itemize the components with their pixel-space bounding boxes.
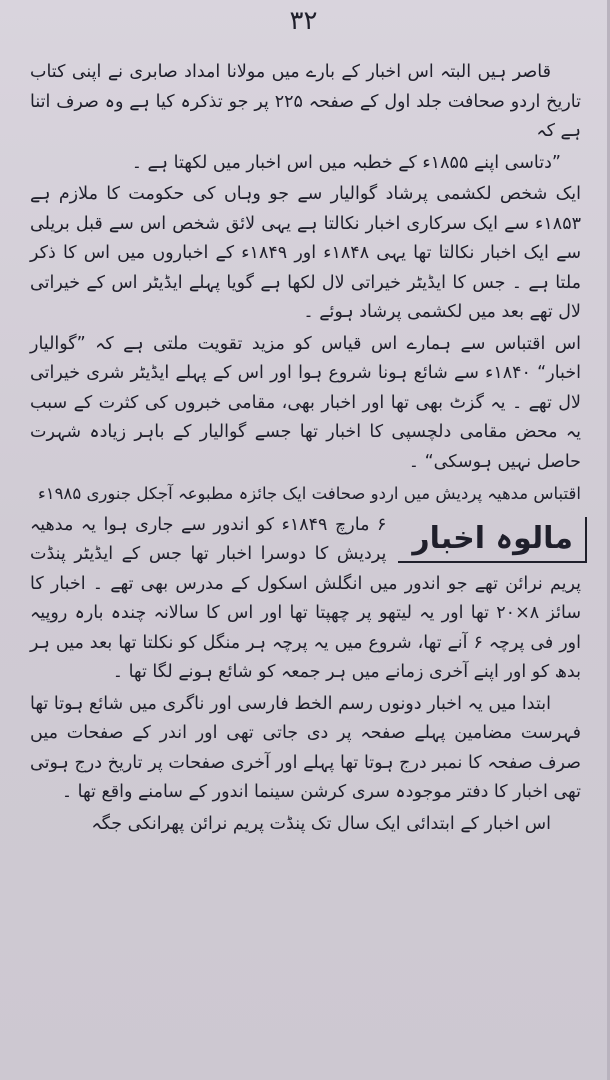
paragraph-malwa-script: ابتدا میں یہ اخبار دونوں رسم الخط فارسی اور ناگری میں شائع ہوتا تھا فہرست مضامین پہلے صفحہ پر دی جاتی تھی اور اندر کے صفحات میں صرف صفحہ کا نمبر درج ہوتا تھا پہلے اور آخری صفحات پر تاریخ درج ہوتی تھی اخبار کا دفتر موجودہ سری کرشن سینما اندور کے سامنے واقع تھا ۔	[30, 693, 581, 802]
paragraph-malwa-intro: ۶ مارچ ۱۸۴۹ء کو اندور سے جاری ہوا یہ مدھیہ پردیش کا دوسرا اخبار تھا جس کے ایڈیٹر پنڈت پریم نرائن تھے جو اندور میں انگلش اسکول کے مدرس بھی تھے ۔ اخبار کا سائز ۸×۲۰ تھا اور یہ لیتھو پر چھپتا تھا اور اس کا سالانہ چندہ بارہ روپیہ اور فی پرچہ ۶ آنے تھا، شروع میں یہ پرچہ ہر منگل کو نکلتا تھا بعد میں ہر بدھ کو اور اپنے آخری زمانے میں ہر جمعہ کو شائع ہونے لگا تھا ۔	[30, 514, 581, 682]
paragraph-intro: قاصر ہیں البتہ اس اخبار کے بارے میں مولانا امداد صابری نے اپنی کتاب تاریخ اردو صحافت جلد اول کے صفحہ ۲۲۵ پر جو تذکرہ کیا ہے وہ صرف اتنا ہے کہ	[30, 62, 581, 141]
paragraph-source-citation: اقتباس مدھیہ پردیش میں اردو صحافت ایک جائزہ مطبوعہ آجکل جنوری ۱۹۸۵ء	[38, 484, 581, 503]
page-body	[30, 58, 581, 841]
paragraph-analysis: اس اقتباس سے ہمارے اس قیاس کو مزید تقویت ملتی ہے کہ ”گوالیار اخبار“ ۱۸۴۰ء سے شائع ہونا شروع ہوا اور اس کے پہلے ایڈیٹر شری خیراتی لال تھے ۔ یہ گزٹ بھی تھا اور اخبار بھی، مقامی خبروں کی کثرت کے سبب یہ محض مقامی دلچسپی کا اخبار تھا جسے گوالیار کے باہر زیادہ شہرت حاصل نہیں ہوسکی“ ۔	[30, 333, 581, 472]
paragraph-quote-body: ایک شخص لکشمی پرشاد گوالیار سے جو وہاں کی حکومت کا ملازم ہے ۱۸۵۳ء سے ایک سرکاری اخبار نکالتا ہے یہی لائق شخص اس سے قبل بریلی سے ایک اخبار نکالتا تھا یہی ۱۸۴۸ء اور ۱۸۴۹ء کے اخباروں میں اس کا ذکر ملتا ہے ۔ جس کا ایڈیٹر خیراتی لال لکھا ہے گویا پہلے ایڈیٹر اس کے خیراتی لال تھے بعد میں لکشمی پرشاد ہوئے ۔	[30, 184, 581, 322]
page-number: ۳۲	[289, 6, 318, 36]
section-heading: مالوہ اخبار	[398, 517, 587, 563]
paragraph-quote-opening: ”دتاسی اپنے ۱۸۵۵ء کے خطبہ میں اس اخبار میں لکھتا ہے ۔	[131, 152, 561, 173]
paragraph-malwa-editor: اس اخبار کے ابتدائی ایک سال تک پنڈت پریم نرائن پھرانکی جگہ	[91, 813, 551, 834]
